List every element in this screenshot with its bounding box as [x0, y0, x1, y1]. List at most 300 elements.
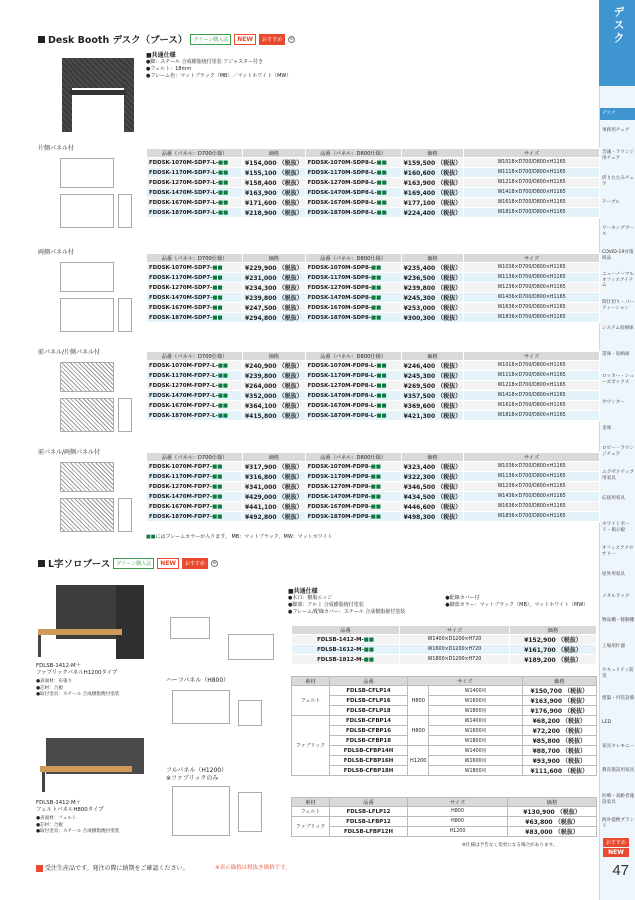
size-cell: W1600用	[429, 696, 522, 706]
table-row	[147, 168, 600, 178]
product-code: FDDSK-1870M-FDP8-■■	[305, 512, 401, 522]
product-code: FDLSB-CFBP18	[330, 736, 408, 746]
col-header: サイズ	[464, 254, 600, 263]
green-purchase-badge: グリーン購入法	[190, 34, 231, 45]
product-code: FDLSB-CFBP18H	[330, 766, 408, 776]
product-code: FDDSK-1170M-FDP8-■■	[305, 472, 401, 482]
lsolo-lpanel-table	[291, 797, 597, 837]
height-cell: H1200	[408, 746, 429, 776]
size-cell: W1436×D700/D800×H1165	[464, 492, 600, 502]
size-cell: W1036×D700/D800×H1165	[464, 462, 600, 472]
lsolo-osusume-badge: おすすめ	[182, 558, 208, 569]
col-header: 品番	[292, 626, 400, 635]
price-cell: ¥160,600 （税抜）	[401, 168, 464, 178]
size-cell: W1018×D700/D800×H1165	[464, 158, 600, 168]
product-code: FDDSK-1170M-SDP7-L-■■	[147, 168, 243, 178]
product-code: FDDSK-1670M-FDP7-■■	[147, 502, 243, 512]
price-cell: ¥246,400 （税抜）	[401, 361, 464, 371]
side-view-drawing	[60, 298, 114, 332]
price-cell: ¥130,900 （税抜）	[508, 807, 597, 817]
col-header: 素材	[292, 677, 330, 686]
price-cell: ¥498,300 （税抜）	[401, 512, 464, 522]
col-header: サイズ	[464, 352, 600, 361]
table-row	[292, 766, 597, 776]
price-cell: ¥341,000 （税抜）	[243, 482, 306, 492]
price-cell: ¥93,900 （税抜）	[522, 756, 596, 766]
booth-price-table	[146, 253, 600, 323]
table-row	[147, 371, 600, 381]
product-code: FDDSK-1070M-SDP8-■■	[305, 263, 401, 273]
size-cell: W1136×D700/D800×H1165	[464, 472, 600, 482]
price-cell: ¥323,400 （税抜）	[401, 462, 464, 472]
sidebar-item[interactable]: 物品棚・移動棚	[602, 618, 635, 623]
table-row	[147, 293, 600, 303]
depth-view-drawing	[118, 194, 132, 228]
price-cell: ¥161,700 （税抜）	[510, 645, 597, 655]
product-code: FDDSK-1070M-FDP8-■■	[305, 462, 401, 472]
booth-section-title	[38, 32, 295, 46]
table-row	[147, 502, 600, 512]
order-made-icon	[36, 865, 43, 872]
price-cell: ¥446,600 （税抜）	[401, 502, 464, 512]
table-row	[147, 472, 600, 482]
price-cell: ¥235,400 （税抜）	[401, 263, 464, 273]
table-row	[292, 817, 597, 827]
lsolo-spec-line: ●フレーム/配線カバー：スチール 合成樹脂焼付塗装	[288, 609, 406, 615]
title-square-icon	[38, 36, 45, 43]
product-code: FDDSK-1270M-SDP8-■■	[305, 283, 401, 293]
page-number: 47	[612, 862, 629, 879]
product-code: FDDSK-1270M-SDP7-■■	[147, 283, 243, 293]
caption-title: FDLSB-1412-M＋	[36, 663, 82, 669]
sidebar-item[interactable]: 屋外用家具	[602, 572, 625, 577]
col-header: 価格	[243, 352, 306, 361]
size-cell: W1236×D700/D800×H1165	[464, 283, 600, 293]
color-mark: ■■	[146, 534, 156, 540]
table-row	[292, 645, 597, 655]
full-panel-label: フルパネル（H1200）	[166, 767, 228, 774]
table-row	[292, 696, 597, 706]
side-view-drawing	[60, 398, 114, 432]
table-row	[147, 391, 600, 401]
product-code: FDDSK-1070M-SDP8-L-■■	[305, 158, 401, 168]
product-code: FDDSK-1670M-SDP8-■■	[305, 303, 401, 313]
col-header: 品番	[330, 798, 408, 807]
price-cell: ¥163,900 （税抜）	[522, 696, 596, 706]
table-row	[147, 381, 600, 391]
material-cell: ファブリック	[292, 716, 330, 776]
caption-subtitle: ファブリックパネルH1200タイプ	[36, 670, 118, 676]
product-code: FDDSK-1470M-SDP7-L-■■	[147, 188, 243, 198]
col-header: 品番（パネル：D800仕様）	[305, 453, 401, 462]
sidebar-item[interactable]: 金庫	[602, 426, 612, 431]
sidebar-item[interactable]: ホワイトボード・掲示板	[602, 522, 630, 533]
size-cell: H800	[408, 807, 508, 817]
sidebar-item[interactable]: テーブル	[602, 200, 620, 205]
price-cell: ¥364,100 （税抜）	[243, 401, 306, 411]
price-cell: ¥171,600 （税抜）	[243, 198, 306, 208]
size-cell: W1618×D700/D800×H1165	[464, 198, 600, 208]
booth-new-badge: NEW	[234, 34, 256, 45]
table-row	[147, 361, 600, 371]
caption-title: FDLSB-1412-M＋	[36, 800, 82, 806]
col-header: 品番（パネル：D700仕様）	[147, 352, 243, 361]
sidebar-item[interactable]: 家具セレモニー	[602, 744, 635, 749]
depth-view-drawing	[118, 398, 132, 432]
sidebar-item[interactable]: LED	[602, 720, 611, 725]
caption-item: ●表面材：フェルト	[36, 816, 77, 821]
half-panel-label: ハーフパネル（H800）	[166, 677, 230, 684]
table-row	[147, 188, 600, 198]
sidebar-item[interactable]: 間仕切り・パーティーション	[602, 300, 635, 311]
variant-label: 片側パネル付	[38, 145, 75, 152]
price-cell: ¥300,300 （税抜）	[401, 313, 464, 323]
table-row	[147, 273, 600, 283]
sidebar-item[interactable]: 建築・内装設備	[602, 696, 635, 701]
height-cell: H800	[408, 686, 429, 716]
price-cell: ¥239,800 （税抜）	[401, 283, 464, 293]
booth-osusume-badge: おすすめ	[259, 34, 285, 45]
col-header: サイズ	[408, 798, 508, 807]
caption-item: ●表面材：布張り	[36, 679, 73, 684]
lsolo-plan-drawing	[170, 617, 210, 639]
lsolo-photo-fabric	[36, 585, 144, 659]
product-code: FDDSK-1470M-SDP7-■■	[147, 293, 243, 303]
price-cell: ¥234,300 （税抜）	[243, 283, 306, 293]
caption-item: ●取付金具：スチール 合成樹脂焼付塗装	[36, 692, 120, 697]
price-cell: ¥421,300 （税抜）	[401, 411, 464, 421]
footer-note	[36, 863, 189, 872]
product-code: FDLSB-LFLP12	[330, 807, 408, 817]
booth-price-table	[146, 351, 600, 421]
table-row	[147, 411, 600, 421]
table-row	[147, 178, 600, 188]
product-code: FDLSB-1612-M-■■	[292, 645, 400, 655]
size-cell: W1636×D700/D800×H1165	[464, 502, 600, 512]
product-code: FDDSK-1470M-FDP7-■■	[147, 492, 243, 502]
order-mark-icon: ⊕	[289, 35, 294, 42]
caption-item: ●取付金具：スチール 合成樹脂焼付塗装	[36, 829, 120, 834]
price-cell: ¥369,600 （税抜）	[401, 401, 464, 411]
caption-item: ●芯材：合板	[36, 822, 63, 828]
product-code: FDLSB-CFBP14H	[330, 746, 408, 756]
price-cell: ¥218,900 （税抜）	[243, 208, 306, 218]
size-cell: W1600×D1200×H720	[400, 645, 510, 655]
size-cell: W1218×D700/D800×H1165	[464, 178, 600, 188]
table-row	[292, 827, 597, 837]
table-row	[147, 303, 600, 313]
front-view-drawing	[60, 462, 114, 492]
price-cell: ¥158,400 （税抜）	[243, 178, 306, 188]
price-cell: ¥352,000 （税抜）	[243, 391, 306, 401]
table-row	[292, 726, 597, 736]
material-cell: ファブリック	[292, 817, 330, 837]
col-header: 価格	[401, 453, 464, 462]
new-badge: NEW	[603, 848, 629, 857]
depth-view-drawing	[118, 298, 132, 332]
size-cell: W1218×D700/D800×H1165	[464, 381, 600, 391]
product-code: FDDSK-1270M-FDP8-L-■■	[305, 381, 401, 391]
full-panel-side-drawing	[238, 792, 262, 832]
size-cell: W1600用	[429, 726, 522, 736]
product-code: FDDSK-1870M-FDP8-L-■■	[305, 411, 401, 421]
side-view-drawing	[60, 498, 114, 532]
col-header: 価格	[522, 677, 596, 686]
price-cell: ¥245,300 （税抜）	[401, 293, 464, 303]
price-cell: ¥163,900 （税抜）	[243, 188, 306, 198]
lsolo-spec-line: ●木口：樹脂エッジ	[288, 595, 333, 601]
product-code: FDDSK-1870M-FDP7-L-■■	[147, 411, 243, 421]
product-code: FDDSK-1170M-SDP7-■■	[147, 273, 243, 283]
size-cell: W1836×D700/D800×H1165	[464, 512, 600, 522]
price-cell: ¥63,800 （税抜）	[508, 817, 597, 827]
lsolo-spec-heading: ■共通仕様	[288, 588, 318, 595]
size-cell: W1836×D700/D800×H1165	[464, 313, 600, 323]
height-cell: H800	[408, 716, 429, 746]
table-row	[147, 482, 600, 492]
product-code: FDLSB-1412-M-■■	[292, 635, 400, 645]
price-cell: ¥85,800 （税抜）	[522, 736, 596, 746]
price-cell: ¥492,800 （税抜）	[243, 512, 306, 522]
lsolo-new-badge: NEW	[157, 558, 179, 569]
price-cell: ¥434,500 （税抜）	[401, 492, 464, 502]
lsolo-spec-line: ●配線カバー付	[445, 595, 480, 601]
footer-left-text: 受注生産品です。発注の際に納期をご確認ください。	[45, 865, 189, 872]
size-cell: W1436×D700/D800×H1165	[464, 293, 600, 303]
table-row	[147, 492, 600, 502]
col-header: サイズ	[400, 626, 510, 635]
half-panel-side-drawing	[238, 700, 262, 726]
price-cell: ¥189,200 （税抜）	[510, 655, 597, 665]
booth-spec	[146, 52, 291, 80]
col-header: 価格	[401, 352, 464, 361]
col-header: サイズ	[408, 677, 523, 686]
price-cell: ¥264,000 （税抜）	[243, 381, 306, 391]
size-cell: W1618×D700/D800×H1165	[464, 401, 600, 411]
product-code: FDLSB-1812-M-■■	[292, 655, 400, 665]
side-view-drawing	[60, 194, 114, 228]
sidebar-item[interactable]: 医療・高齢者施設家具	[602, 794, 635, 805]
booth-product-photo	[60, 56, 136, 134]
color-note	[146, 533, 332, 540]
table-row	[147, 313, 600, 323]
booth-price-table	[146, 452, 600, 522]
price-cell: ¥322,300 （税抜）	[401, 472, 464, 482]
sidebar-item[interactable]: 会議・ラウンジ用チェア	[602, 150, 635, 161]
product-code: FDLSB-CFLP16	[330, 696, 408, 706]
title-square-icon	[38, 560, 45, 567]
price-cell: ¥152,900 （税抜）	[510, 635, 597, 645]
lsolo-caption-fabric	[36, 663, 119, 699]
table-row	[147, 208, 600, 218]
price-cell: ¥229,900 （税抜）	[243, 263, 306, 273]
front-view-drawing	[60, 362, 114, 392]
lsolo-caption-felt	[36, 800, 119, 836]
price-cell: ¥346,500 （税抜）	[401, 482, 464, 492]
sidebar-item[interactable]: オフィスアクセサリー	[602, 546, 634, 557]
sidebar-item[interactable]: ロッカー・シューズボックス	[602, 374, 634, 385]
table-row	[292, 807, 597, 817]
full-panel-note: ※ファブリックのみ	[166, 775, 219, 782]
sidebar-item[interactable]: ニューノーマルオフィスアイテム	[602, 272, 634, 288]
sidebar-item[interactable]: 応接用家具	[602, 496, 625, 501]
caption-subtitle: フェルトパネルH800タイプ	[36, 807, 104, 813]
size-cell: W1400用	[429, 746, 522, 756]
lsolo-photo-felt	[36, 728, 144, 794]
footer-tax-note: ※表示価格は税抜き価格です。	[215, 865, 291, 871]
lsolo-spec	[288, 588, 588, 616]
col-header: 価格	[243, 149, 306, 158]
product-code: FDDSK-1670M-SDP7-L-■■	[147, 198, 243, 208]
size-cell: W1800用	[429, 706, 522, 716]
price-cell: ¥357,500 （税抜）	[401, 391, 464, 401]
col-header: 品番（パネル：D700仕様）	[147, 254, 243, 263]
price-cell: ¥68,200 （税抜）	[522, 716, 596, 726]
sidebar-item[interactable]: デスク	[600, 108, 635, 120]
booth-spec-line: ●フレーム色：マットブラック（MB）／マットホワイト（MW）	[146, 73, 292, 79]
table-row	[292, 686, 597, 696]
price-cell: ¥239,800 （税抜）	[243, 371, 306, 381]
col-header: 品番（パネル：D700仕様）	[147, 453, 243, 462]
sidebar-item[interactable]: 工場用什器	[602, 644, 625, 649]
product-code: FDDSK-1470M-SDP8-■■	[305, 293, 401, 303]
table-row	[292, 706, 597, 716]
col-header: 価格	[510, 626, 597, 635]
product-code: FDDSK-1070M-FDP8-L-■■	[305, 361, 401, 371]
size-cell: W1418×D700/D800×H1165	[464, 391, 600, 401]
sidebar-title: デスク	[612, 6, 625, 45]
product-code: FDLSB-CFBP16	[330, 726, 408, 736]
product-code: FDDSK-1870M-SDP8-■■	[305, 313, 401, 323]
product-code: FDDSK-1870M-FDP7-■■	[147, 512, 243, 522]
price-cell: ¥236,500 （税抜）	[401, 273, 464, 283]
price-cell: ¥159,500 （税抜）	[401, 158, 464, 168]
product-code: FDDSK-1670M-FDP8-■■	[305, 502, 401, 512]
table-row	[292, 635, 597, 645]
size-cell: H1200	[408, 827, 508, 837]
price-cell: ¥245,300 （税抜）	[401, 371, 464, 381]
table-row	[147, 198, 600, 208]
price-cell: ¥239,800 （税抜）	[243, 293, 306, 303]
osusume-badge: おすすめ	[603, 838, 629, 847]
price-cell: ¥247,500 （税抜）	[243, 303, 306, 313]
sidebar-item[interactable]: エグゼクティブ用家具	[602, 470, 634, 481]
table-row	[292, 746, 597, 756]
price-cell: ¥316,800 （税抜）	[243, 472, 306, 482]
product-code: FDDSK-1170M-FDP7-■■	[147, 472, 243, 482]
size-cell: W1118×D700/D800×H1165	[464, 168, 600, 178]
product-code: FDLSB-CFBP14	[330, 716, 408, 726]
booth-price-table	[146, 148, 600, 218]
price-cell: ¥269,500 （税抜）	[401, 381, 464, 391]
col-header: 品番	[330, 677, 408, 686]
product-code: FDLSB-LFBP12H	[330, 827, 408, 837]
lsolo-panel-table	[291, 676, 597, 776]
sidebar-item[interactable]: システム収納庫	[602, 326, 634, 331]
col-header: 価格	[243, 453, 306, 462]
table-row	[147, 401, 600, 411]
product-code: FDDSK-1670M-SDP8-L-■■	[305, 198, 401, 208]
price-cell: ¥224,400 （税抜）	[401, 208, 464, 218]
lsolo-title-text: L字ソロブース	[48, 559, 111, 570]
product-code: FDDSK-1470M-FDP7-L-■■	[147, 391, 243, 401]
variant-label: 前パネル/両側パネル付	[38, 449, 101, 456]
sidebar-item[interactable]: 教育施設用家具	[602, 768, 635, 773]
table-row	[147, 512, 600, 522]
sidebar-item[interactable]: ロビー・ラウンジチェア	[602, 446, 634, 457]
price-cell: ¥429,000 （税抜）	[243, 492, 306, 502]
caption-item: ●芯材：合板	[36, 685, 63, 691]
sidebar-item[interactable]: 折りたたみチェア	[602, 176, 635, 187]
size-cell: W1818×D700/D800×H1165	[464, 411, 600, 421]
sidebar-item[interactable]: 事務用チェア	[602, 128, 630, 133]
price-cell: ¥415,800 （税抜）	[243, 411, 306, 421]
green-purchase-badge: グリーン購入法	[113, 558, 154, 569]
variant-label: 前パネル/片側パネル付	[38, 349, 101, 356]
front-view-drawing	[60, 158, 114, 188]
price-cell: ¥150,700 （税抜）	[522, 686, 596, 696]
front-view-drawing	[60, 262, 114, 292]
order-mark-icon: ⊕	[212, 559, 217, 566]
table-note: ※仕様は予告なく変更になる場合があります。	[462, 843, 558, 848]
price-cell: ¥176,900 （税抜）	[522, 706, 596, 716]
lsolo-main-table	[291, 625, 597, 665]
depth-view-drawing	[118, 498, 132, 532]
price-cell: ¥240,900 （税抜）	[243, 361, 306, 371]
material-cell: フェルト	[292, 686, 330, 716]
col-header: 品番（パネル：D700仕様）	[147, 149, 243, 158]
table-row	[292, 655, 597, 665]
size-cell: W1636×D700/D800×H1165	[464, 303, 600, 313]
sidebar-item[interactable]: カウンター	[602, 400, 625, 405]
price-cell: ¥72,200 （税抜）	[522, 726, 596, 736]
sidebar-item[interactable]: セキュリティ防災	[602, 668, 634, 679]
sidebar-item[interactable]: COVID-19対策商品	[602, 250, 634, 261]
price-cell: ¥88,700 （税抜）	[522, 746, 596, 756]
product-code: FDDSK-1070M-SDP7-■■	[147, 263, 243, 273]
table-row	[292, 756, 597, 766]
product-code: FDDSK-1470M-FDP8-■■	[305, 492, 401, 502]
product-code: FDDSK-1270M-SDP8-L-■■	[305, 178, 401, 188]
col-header: 品番（パネル：D800仕様）	[305, 254, 401, 263]
price-cell: ¥83,000 （税抜）	[508, 827, 597, 837]
product-code: FDDSK-1070M-FDP7-■■	[147, 462, 243, 472]
sidebar-item[interactable]: 書庫・収納庫	[602, 352, 630, 357]
product-code: FDDSK-1870M-SDP7-L-■■	[147, 208, 243, 218]
size-cell: W1118×D700/D800×H1165	[464, 371, 600, 381]
product-code: FDDSK-1070M-SDP7-L-■■	[147, 158, 243, 168]
product-code: FDDSK-1070M-FDP7-L-■■	[147, 361, 243, 371]
product-code: FDDSK-1670M-SDP7-■■	[147, 303, 243, 313]
sidebar-item[interactable]: メタルラック	[602, 594, 630, 599]
price-cell: ¥253,000 （税抜）	[401, 303, 464, 313]
col-header: 価格	[401, 149, 464, 158]
table-row	[147, 283, 600, 293]
booth-title-text: Desk Booth デスク（ブース）	[48, 35, 188, 46]
table-row	[147, 158, 600, 168]
size-cell: W1800用	[429, 736, 522, 746]
size-cell: W1036×D700/D800×H1165	[464, 263, 600, 273]
product-code: FDDSK-1670M-FDP7-L-■■	[147, 401, 243, 411]
product-code: FDDSK-1870M-SDP7-■■	[147, 313, 243, 323]
sidebar-item[interactable]: ワーキングブース	[602, 226, 634, 237]
product-code: FDDSK-1270M-FDP8-■■	[305, 482, 401, 492]
price-cell: ¥231,000 （税抜）	[243, 273, 306, 283]
size-cell: W1800用	[429, 766, 522, 776]
size-cell: W1800×D1200×H720	[400, 655, 510, 665]
col-header: 品番（パネル：D800仕様）	[305, 149, 401, 158]
sidebar-item[interactable]: 海外提携ブランド	[602, 818, 635, 829]
